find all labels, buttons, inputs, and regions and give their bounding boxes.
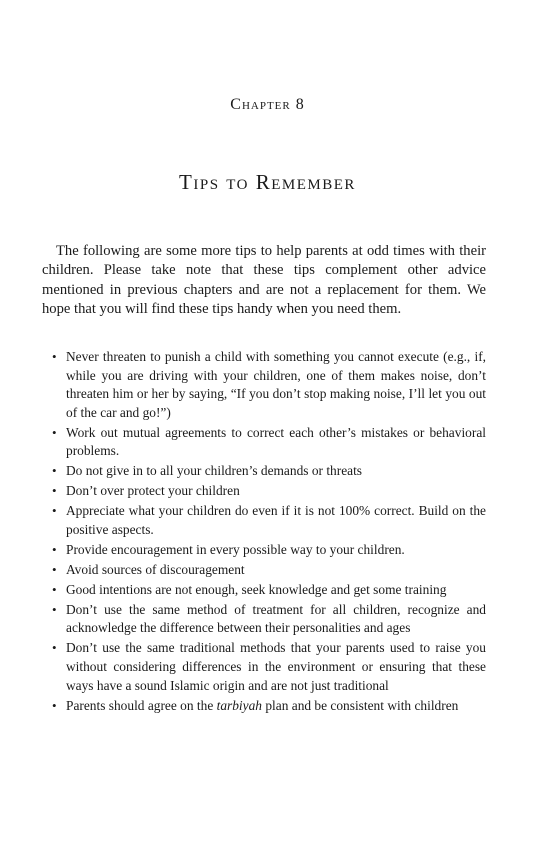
tip-text: Appreciate what your children do even if it is not 100% correct. Build on the positive aspects. (66, 503, 486, 537)
tip-text: Never threaten to punish a child with something you cannot execute (e.g., if, while you are driving with your children, one of them makes noise, don’t threaten him or her by saying, “If you don’t stop making noise, I’ll let you out of the car and go!”) (66, 349, 486, 420)
tip-text (66, 698, 458, 713)
bullet-icon: • (52, 561, 57, 577)
bullet-icon: • (52, 640, 57, 656)
chapter-label: Chapter 8 (230, 96, 305, 113)
bullet-icon: • (52, 349, 57, 364)
tips-list (52, 348, 486, 717)
bullet-icon: • (52, 424, 57, 440)
tip-item (52, 697, 486, 716)
bullet-icon: • (52, 601, 57, 617)
tip-text: Good intentions are not enough, seek knowledge and get some training (66, 581, 447, 597)
tip-text: Avoid sources of discouragement (66, 561, 245, 577)
tip-item (52, 541, 486, 560)
tip-item (52, 639, 486, 695)
tip-text: Provide encouragement in every possible way to your children. (66, 541, 405, 557)
intro-paragraph: The following are some more tips to help parents at odd times with their children. Please take note that these tips complement other advice mentioned in previous chapters and are not a replacement for them. We hope that you will find these tips handy when you need them. (42, 243, 486, 318)
tip-text: Don’t use the same method of treatment for all children, recognize and acknowledge the difference between their personalities and ages (66, 601, 486, 636)
bullet-icon: • (52, 581, 57, 597)
bullet-icon: • (52, 463, 57, 479)
bullet-icon: • (52, 503, 57, 519)
bullet-icon: • (52, 541, 57, 557)
tip-text: Don’t use the same traditional methods that your parents used to raise you without considering differences in the environment or ensuring that these ways have a sound Islamic origin and are not just traditional (66, 640, 486, 693)
tip-item (52, 502, 486, 539)
bullet-icon: • (52, 483, 57, 499)
tip-item (52, 424, 486, 461)
tip-item (52, 462, 486, 481)
tip-text: Do not give in to all your children’s demands or threats (66, 463, 363, 479)
tip-item (52, 482, 486, 501)
tip-item (52, 348, 486, 422)
chapter-title: Tips to Remember (179, 170, 356, 194)
tip-text-before: Parents should agree on the (66, 697, 217, 713)
bullet-icon: • (52, 697, 57, 713)
tip-item (52, 561, 486, 580)
tip-text: Work out mutual agreements to correct each other’s mistakes or behavioral problems. (66, 424, 486, 459)
tip-item (52, 601, 486, 638)
tip-text-emphasis: tarbiyah (216, 697, 262, 713)
tip-item (52, 581, 486, 600)
tip-text: Don’t over protect your children (66, 483, 240, 499)
tip-text-after: plan and be consistent with children (262, 697, 459, 713)
